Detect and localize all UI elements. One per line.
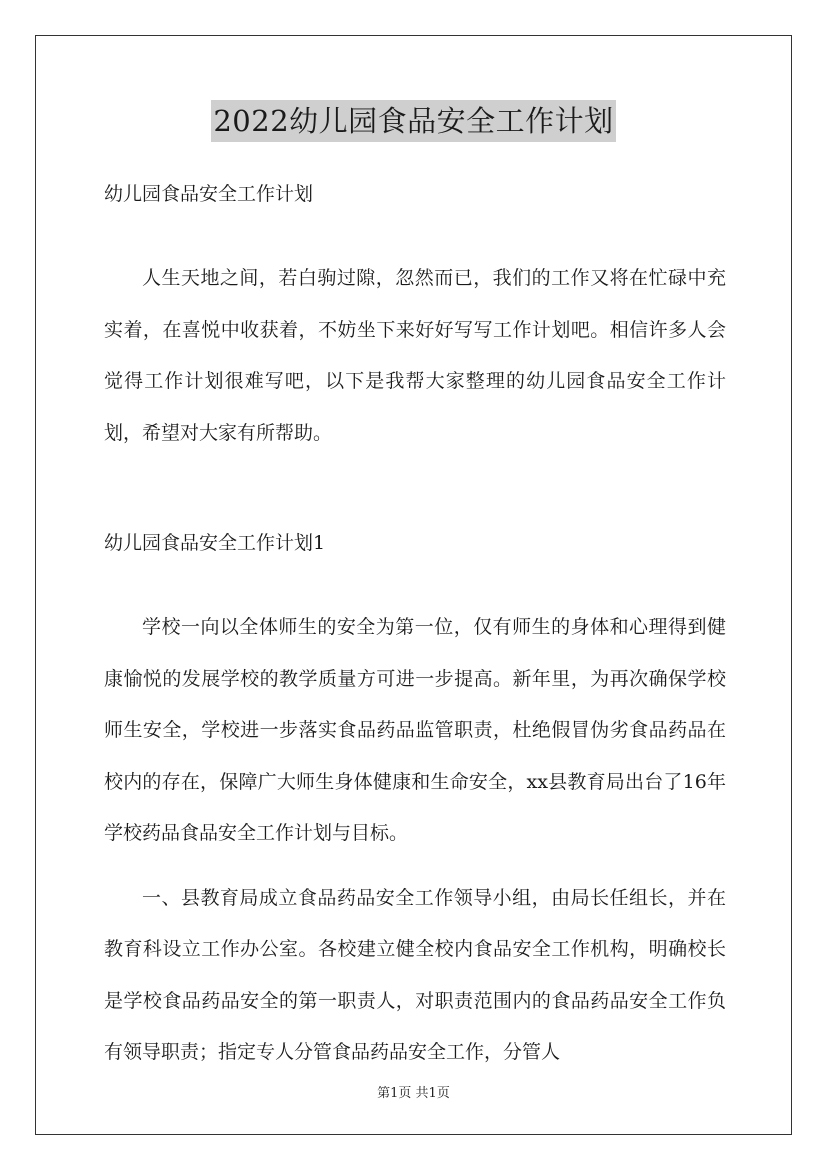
- section-paragraph-1: 学校一向以全体师生的安全为第一位，仅有师生的身体和心理得到健康愉悦的发展学校的教学质量方可进一步提高。新年里，为再次确保学校师生安全，学校进一步落实食品药品监管职责，杜绝假冒伪劣食品药品在校内的存在，保障广大师生身体健康和生命安全，xx县教育局出台了16年学校药品食品安全工作计划与目标。: [104, 616, 726, 844]
- section-paragraph-2: 一、县教育局成立食品药品安全工作领导小组，由局长任组长，并在教育科设立工作办公室。各校建立健全校内食品安全工作机构，明确校长是学校食品药品安全的第一职责人，对职责范围内的食品药品安全工作负有领导职责；指定专人分管食品药品安全工作，分管人: [104, 886, 726, 1063]
- document-body: [104, 172, 726, 1079]
- page-footer: 第1页 共1页: [377, 1086, 450, 1101]
- document-title: 2022幼儿园食品安全工作计划: [211, 100, 615, 142]
- intro-heading: 幼儿园食品安全工作计划: [104, 183, 314, 205]
- intro-paragraph: 人生天地之间，若白驹过隙，忽然而已，我们的工作又将在忙碌中充实着，在喜悦中收获着，不妨坐下来好好写写工作计划吧。相信许多人会觉得工作计划很难写吧，以下是我帮大家整理的幼儿园食品安全工作计划，希望对大家有所帮助。: [104, 267, 726, 444]
- section-heading: 幼儿园食品安全工作计划1: [104, 532, 326, 554]
- title-container: [0, 100, 827, 142]
